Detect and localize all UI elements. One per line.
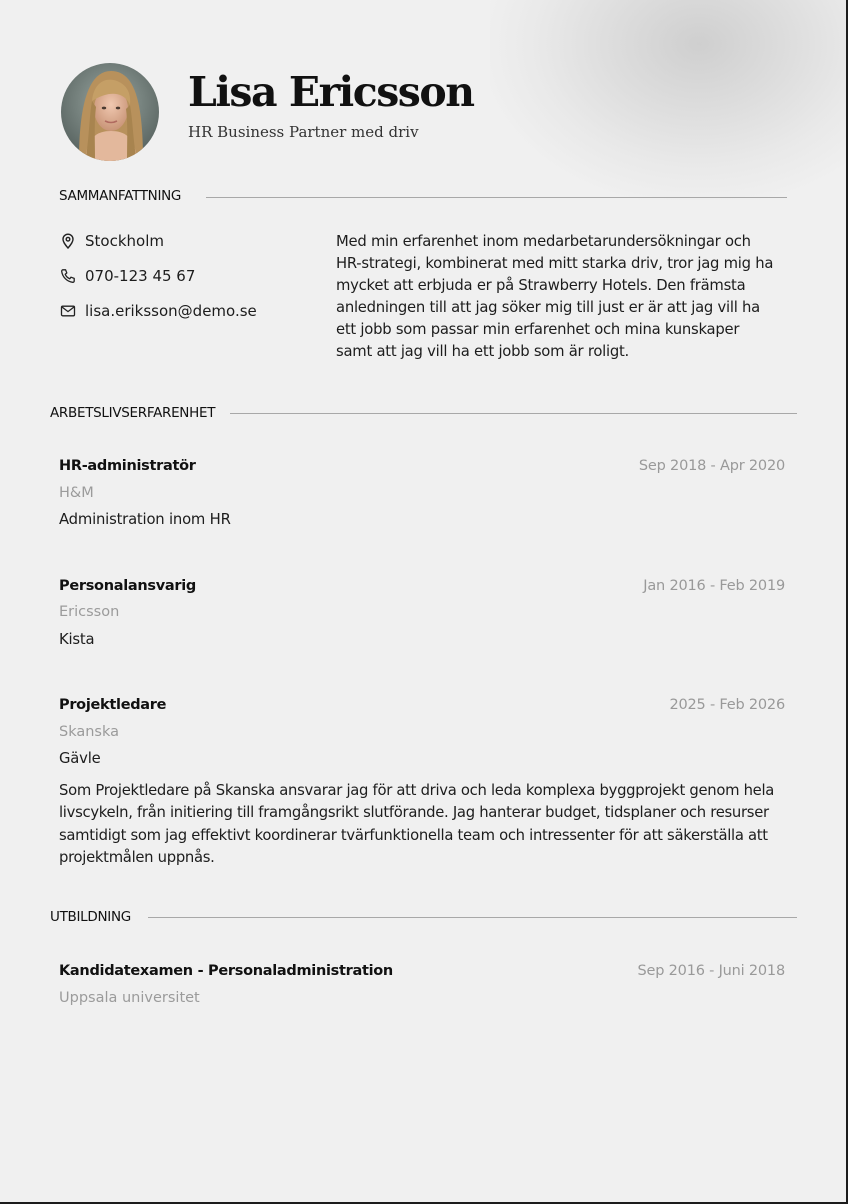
section-title-summary: SAMMANFATTNING (59, 188, 182, 204)
section-divider (230, 413, 797, 414)
job-company: Skanska (59, 724, 120, 740)
job-detail: Administration inom HR (59, 511, 231, 528)
map-pin-icon (60, 233, 76, 249)
mail-icon (60, 303, 76, 319)
profile-photo (61, 63, 159, 161)
section-divider (148, 917, 797, 918)
section-title-experience: ARBETSLIVSERFARENHET (50, 405, 216, 421)
phone-icon (60, 268, 76, 284)
candidate-name: Lisa Ericsson (188, 68, 474, 116)
job-detail: Kista (59, 631, 95, 648)
job-detail: Gävle (59, 750, 101, 767)
email-link[interactable]: lisa.eriksson@demo.se (85, 302, 257, 320)
summary-text: Med min erfarenhet inom medarbetarundersökningar och HR-strategi, kombinerat med mitt starka driv, tror jag mig ha mycket att erbjuda er på Strawberry Hotels. Den främsta anledningen till att jag söker mig till just er är att jag vill ha ett jobb som passar min erfarenhet och mina kunskaper samt att jag vill ha ett jobb som är roligt. (336, 233, 774, 360)
contact-email[interactable] (60, 302, 257, 320)
education-degree: Kandidatexamen - Personaladministration (59, 963, 393, 979)
background-glow (490, 0, 848, 200)
job-title: Projektledare (59, 697, 167, 713)
job-dates: Jan 2016 - Feb 2019 (643, 578, 785, 594)
location-text: Stockholm (85, 232, 164, 250)
job-dates: Sep 2018 - Apr 2020 (638, 458, 785, 474)
job-title: Personalansvarig (59, 578, 196, 594)
job-title: HR-administratör (59, 458, 196, 474)
candidate-tagline: HR Business Partner med driv (188, 123, 419, 141)
job-company: H&M (59, 485, 94, 501)
section-divider (206, 197, 787, 198)
section-title-education: UTBILDNING (50, 909, 131, 925)
job-description: Som Projektledare på Skanska ansvarar jag för att driva och leda komplexa byggprojekt genom hela livscykeln, från initiering till framgångsrikt slutförande. Jag hanterar budget, tidsplaner och resurser samtidigt som jag effektivt koordinerar tvärfunktionella team och intressenter för att säkerställa att projektmålen uppnås. (59, 782, 775, 866)
job-dates: 2025 - Feb 2026 (669, 697, 785, 713)
contact-phone (60, 267, 195, 285)
phone-text: 070-123 45 67 (85, 267, 196, 285)
job-company: Ericsson (59, 604, 120, 620)
contact-location (60, 232, 164, 250)
education-dates: Sep 2016 - Juni 2018 (637, 963, 785, 979)
education-school: Uppsala universitet (59, 990, 200, 1006)
